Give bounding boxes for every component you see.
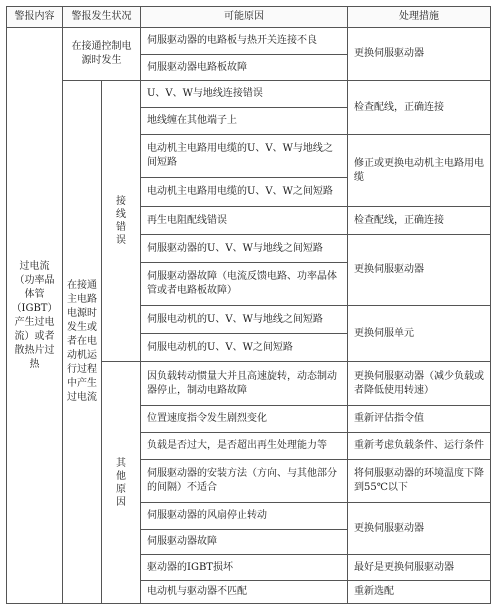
cause-row: 伺服驱动器电路板故障 [140,54,348,81]
category-other: 其他原因 [101,361,141,604]
cause-row: 电动机与驱动器不匹配 [140,580,348,604]
header-alarm-content: 警报内容 [6,6,63,28]
header-alarm-status: 警报发生状况 [62,6,141,28]
measure-row: 重新选配 [347,580,491,604]
status-main-circuit: 在接通主电路电源时发生或者在电动机运行过程中产生过电流 [62,80,102,604]
cause-row: 再生电阻配线错误 [140,206,348,235]
cause-row: 伺服驱动器故障（电流反馈电路、功率晶体管或者电路板故障） [140,262,348,306]
alarm-content-cell: 过电流（功率晶体管（IGBT）产生过电流）或者散热片过热 [6,27,63,604]
measure-row: 检查配线，正确连接 [347,206,491,235]
measure-row: 更换伺服单元 [347,305,491,362]
cause-row: 伺服电动机的U、V、W与地线之间短路 [140,305,348,334]
measure-row: 更换伺服驱动器（减少负载或者降低使用转速） [347,361,491,406]
measure-row: 重新评估指令值 [347,405,491,433]
category-wiring: 接线错误 [101,80,141,362]
cause-row: 伺服驱动器的U、V、W与地线之间短路 [140,234,348,263]
header-possible-cause: 可能原因 [140,6,348,28]
measure-row: 重新考虑负载条件、运行条件 [347,432,491,460]
cause-row: U、V、W与地线连接错误 [140,80,348,108]
cause-row: 因负载转动惯量大并且高速旋转，动态制动器停止，制动电路故障 [140,361,348,406]
measure-row: 更换伺服驱动器 [347,234,491,306]
cause-row: 伺服驱动器的风扇停止转动 [140,502,348,530]
cause-row: 负载是否过大，是否超出再生处理能力等 [140,432,348,460]
alarm-table [6,6,491,604]
measure-row: 修正或更换电动机主电路用电缆 [347,134,491,207]
cause-row: 地线缠在其他端子上 [140,107,348,135]
status-power-on: 在接通控制电源时发生 [62,27,141,81]
cause-row: 伺服电动机的U、V、W之间短路 [140,333,348,362]
measure-row: 更换伺服驱动器 [347,502,491,555]
measure-row: 最好是更换伺服驱动器 [347,554,491,581]
measure-row: 将伺服驱动器的环境温度下降到55℃以下 [347,459,491,503]
cause-row: 驱动器的IGBT损坏 [140,554,348,581]
measure-row: 更换伺服驱动器 [347,27,491,81]
measure-row: 检查配线，正确连接 [347,80,491,135]
cause-row: 伺服驱动器故障 [140,529,348,555]
cause-row: 伺服驱动器的电路板与热开关连接不良 [140,27,348,55]
cause-row: 电动机主电路用电缆的U、V、W之间短路 [140,177,348,207]
cause-row: 电动机主电路用电缆的U、V、W与地线之间短路 [140,134,348,178]
cause-row: 伺服驱动器的安装方法（方向、与其他部分的间隔）不适合 [140,459,348,503]
header-measure: 处理措施 [347,6,491,28]
cause-row: 位置速度指令发生剧烈变化 [140,405,348,433]
